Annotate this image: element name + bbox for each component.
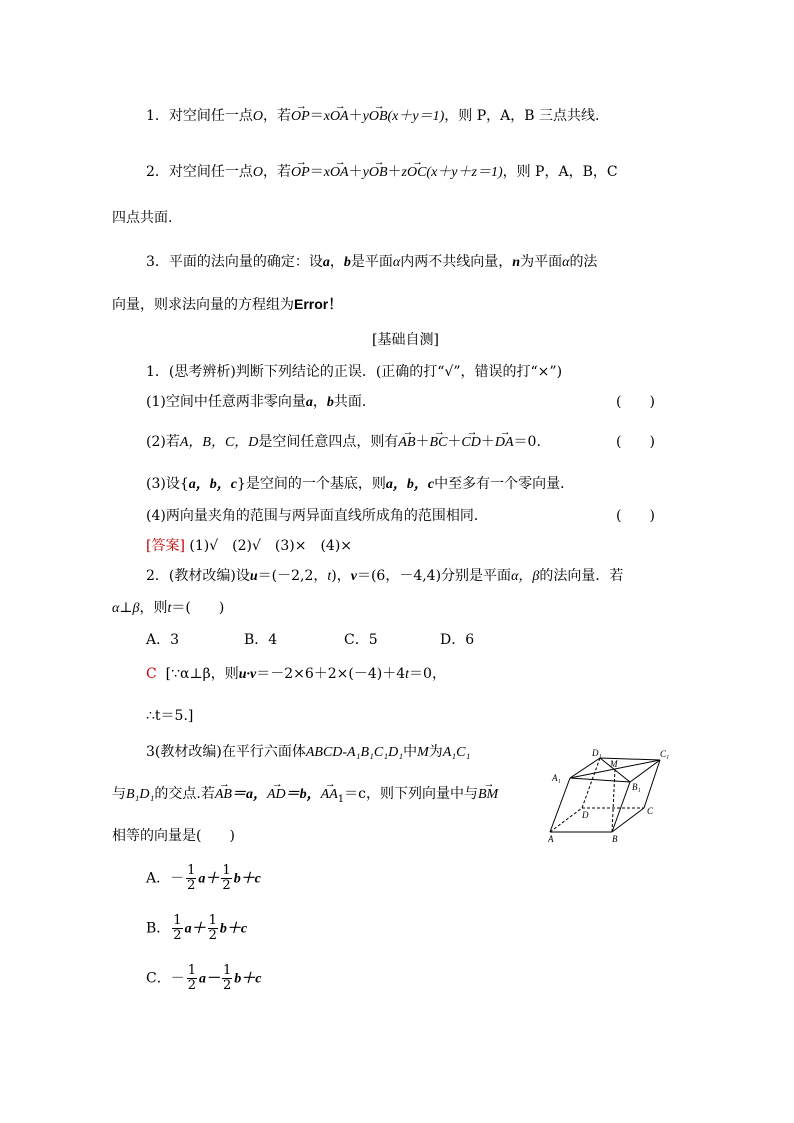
q2-stem: 2．(教材改编)设u＝(－2,2，t)，v＝(6，－4,4)分别是平面α，β的法向量．若 (146, 568, 624, 584)
label-a1: A₁ (552, 773, 561, 783)
q1-statement-3: (3)设{a，b，c}是空间的一个基底，则a，b，c中至多有一个零向量． (146, 476, 575, 492)
label-d1: D₁ (592, 748, 602, 758)
edge-b1b (612, 782, 630, 832)
hidden-bm (612, 769, 615, 832)
label-a: A (548, 834, 554, 844)
edge-d1c1 (600, 758, 660, 760)
q3-option-a: A．－ $\frac{1}{2}$ a＋ $\frac{1}{2}$ b＋c (146, 863, 261, 893)
q1-paren-2: ( ) (616, 434, 655, 450)
q1-stem: 1．(思考辨析)判断下列结论的正误．(正确的打“√”，错误的打“×”) (146, 364, 563, 380)
summary-item-3-cont: 向量，则求法向量的方程组为Error！ (112, 296, 343, 313)
q1-statement-4: (4)两向量夹角的范围与两异面直线所成角的范围相同． (146, 508, 488, 524)
q2-stem-cont: α⊥β，则t＝( ) (112, 600, 225, 616)
q2-option-a: A．3 (146, 632, 180, 648)
parallelepiped-figure (548, 748, 678, 844)
hidden-d1d (582, 758, 600, 808)
label-b: B (612, 834, 618, 844)
edge-b1a1 (570, 778, 630, 782)
q2-solution-cont: ∴t＝5.] (146, 708, 194, 724)
summary-item-2: 2．对空间任一点O，若→ OP＝x→ OA＋y→ OB＋z→ OC(x＋y＋z＝1)，则 P，A，B，C (146, 162, 618, 183)
q3-option-c: C．－ $\frac{1}{2}$ a－ $\frac{1}{2}$ b＋c (146, 963, 262, 993)
q3-stem-end: 相等的向量是( ) (112, 828, 235, 844)
label-d: D (582, 810, 589, 820)
q2-option-b: B．4 (244, 632, 278, 648)
label-b1: B₁ (632, 782, 641, 792)
q2-answer-letter: C (146, 666, 157, 682)
q2-solution: C [∵α⊥β，则u·v＝－2×6＋2×(－4)＋4t＝0， (146, 666, 446, 682)
label-c1: C₁ (660, 749, 670, 759)
label-m: M (610, 759, 618, 769)
q3-stem-cont: 与B₁D₁的交点.若→ AB＝a，→ AD＝b，→ $AA_1=c$，则下列向量中与→ BM (112, 784, 498, 810)
q1-statement-1: (1)空间中任意两非零向量a，b共面． (146, 394, 376, 410)
q2-option-d: D．6 (440, 632, 475, 648)
section-title: [基础自测] (372, 332, 439, 348)
edge-c1c (644, 760, 660, 808)
q3-option-b: B． $\frac{1}{2}$ a＋ $\frac{1}{2}$ b＋c (146, 913, 248, 943)
summary-item-1: 1．对空间任一点O，若→ OP＝x→ OA＋y→ OB(x＋y＝1)，则 P，A，B 三点共线. (146, 106, 599, 127)
answer-tag: [答案] (146, 538, 185, 554)
q3-stem: 3(教材改编)在平行六面体ABCD-A₁B₁C₁D₁中M为A₁C₁ (146, 744, 471, 760)
parallelepiped-svg (548, 748, 678, 844)
label-c: C (647, 806, 654, 816)
error-text: Error！ (294, 296, 343, 312)
q2-option-c: C．5 (344, 632, 378, 648)
q1-statement-2: (2)若A，B，C，D是空间任意四点，则有→ AB＋→ BC＋→ CD＋→ DA＝0. (146, 432, 541, 453)
q1-paren-4: ( ) (616, 508, 655, 524)
q1-paren-1: ( ) (616, 394, 655, 410)
q1-answer: [答案] (1)√ (2)√ (3)× (4)× (146, 538, 353, 554)
summary-item-3: 3．平面的法向量的确定：设a，b是平面α内两不共线向量，n为平面α的法 (146, 254, 598, 270)
summary-item-2-cont: 四点共面. (112, 210, 173, 226)
